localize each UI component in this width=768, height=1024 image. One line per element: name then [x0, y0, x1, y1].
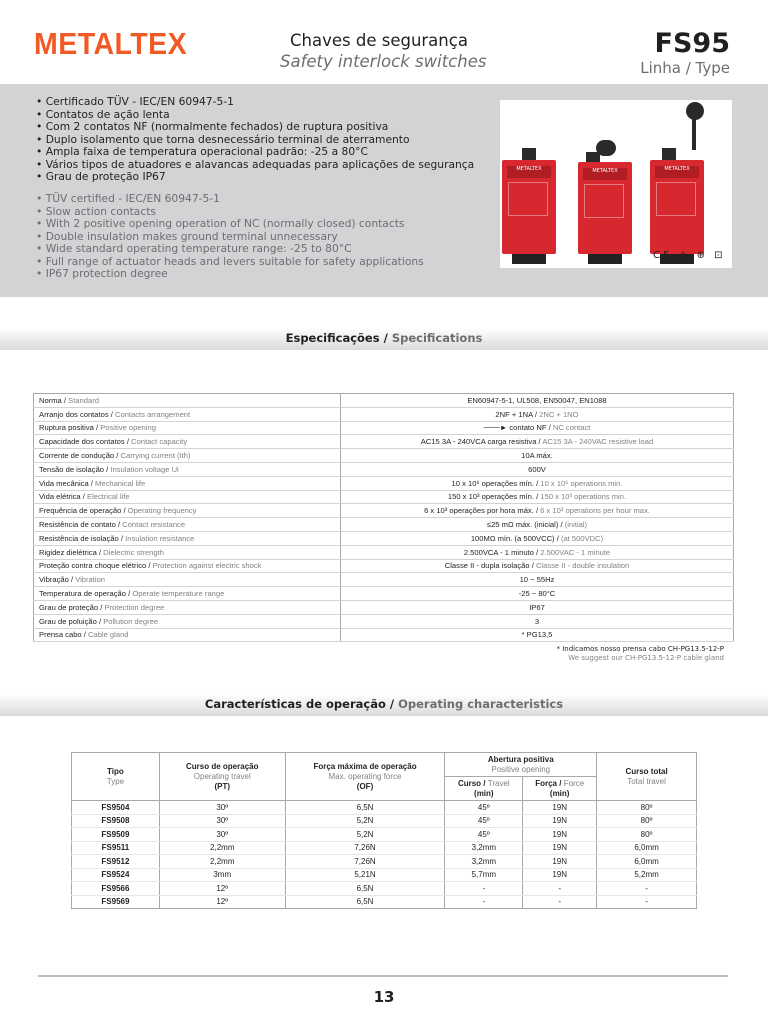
- spec-value: ≤25 mΩ máx. (inicial) / (initial): [341, 518, 734, 532]
- spec-label: Temperatura de operação / Operate temperature range: [34, 587, 341, 601]
- ops-cell: -: [523, 882, 597, 896]
- safety-switch: [578, 162, 632, 254]
- spec-label: Resistência de contato / Contact resistance: [34, 518, 341, 532]
- spec-row: [34, 518, 734, 532]
- ops-cell: -: [523, 895, 597, 909]
- feature-pt: • Vários tipos de atuadores e alavancas adequadas para aplicações de segurança: [36, 159, 474, 172]
- spec-row: [34, 573, 734, 587]
- spec-value: -25 ~ 80°C: [341, 587, 734, 601]
- spec-value: 150 x 10³ operações mín. / 150 x 10³ operations min.: [341, 490, 734, 504]
- spec-label: Tensão de isolação / Insulation voltage Ui: [34, 462, 341, 476]
- ops-cell: -: [597, 895, 697, 909]
- ops-row: [72, 882, 697, 896]
- safety-switch: [502, 160, 556, 254]
- ops-cell: 7,26N: [285, 841, 445, 855]
- spec-value: ───► contato NF / NC contact: [341, 421, 734, 435]
- ops-cell: 30º: [159, 814, 285, 828]
- spec-label: Arranjo dos contatos / Contacts arrangement: [34, 407, 341, 421]
- ops-row: [72, 895, 697, 909]
- title-en: Safety interlock switches: [280, 52, 487, 71]
- spec-value: 6 x 10³ operações por hora máx. / 6 x 10³ operations per hour max.: [341, 504, 734, 518]
- spec-value: 10 ~ 55Hz: [341, 573, 734, 587]
- ops-cell: 5,7mm: [445, 868, 523, 882]
- spec-row: [34, 462, 734, 476]
- spec-value: 600V: [341, 462, 734, 476]
- spec-value: Classe II - dupla isolação / Classe II - double insulation: [341, 559, 734, 573]
- spec-row: [34, 531, 734, 545]
- ops-row: [72, 801, 697, 815]
- feature-en: • TÜV certified - IEC/EN 60947-5-1: [36, 193, 424, 206]
- spec-value: IP67: [341, 600, 734, 614]
- ops-cell: 2,2mm: [159, 855, 285, 869]
- spec-row: [34, 435, 734, 449]
- actuator-head: [522, 148, 536, 160]
- switch-gland: [588, 254, 622, 264]
- col-type: Tipo Type: [72, 753, 160, 801]
- ops-cell: FS9509: [72, 828, 160, 842]
- ops-cell: 80º: [597, 814, 697, 828]
- ops-cell: FS9569: [72, 895, 160, 909]
- ops-cell: 19N: [523, 828, 597, 842]
- feature-pt: • Com 2 contatos NF (normalmente fechados) de ruptura positiva: [36, 121, 474, 134]
- ops-cell: FS9504: [72, 801, 160, 815]
- spec-row: [34, 449, 734, 463]
- ops-cell: 5,2N: [285, 828, 445, 842]
- spec-value: 10 x 10⁶ operações mín. / 10 x 10⁶ operations min.: [341, 476, 734, 490]
- ops-cell: 3,2mm: [445, 855, 523, 869]
- col-positive-opening: Abertura positiva Positive opening: [445, 753, 597, 777]
- spec-value: AC15 3A - 240VCA carga resistiva / AC15 3A - 240VAC resistive load: [341, 435, 734, 449]
- feature-en: • IP67 protection degree: [36, 268, 424, 281]
- ops-cell: 6,5N: [285, 801, 445, 815]
- cable-gland-note: [557, 645, 725, 663]
- ops-cell: 3mm: [159, 868, 285, 882]
- feature-pt: • Duplo isolamento que torna desnecessário terminal de aterramento: [36, 134, 474, 147]
- feature-en: • Wide standard operating temperature range: -25 to 80°C: [36, 243, 424, 256]
- ops-cell: 12º: [159, 882, 285, 896]
- spec-label: Ruptura positiva / Positive opening: [34, 421, 341, 435]
- spec-label: Vida elétrica / Electrical life: [34, 490, 341, 504]
- feature-pt: • Certificado TÜV - IEC/EN 60947-5-1: [36, 96, 474, 109]
- feature-en: • Full range of actuator heads and levers suitable for safety applications: [36, 256, 424, 269]
- switch-label: METALTEX: [583, 168, 627, 180]
- ops-cell: 3,2mm: [445, 841, 523, 855]
- spec-row: [34, 476, 734, 490]
- features-pt-list: [36, 96, 474, 184]
- switch-plate: [584, 184, 624, 218]
- ops-cell: FS9511: [72, 841, 160, 855]
- ops-cell: 19N: [523, 868, 597, 882]
- specifications-table: [33, 393, 734, 642]
- title-pt: Chaves de segurança: [290, 31, 468, 50]
- ops-row: [72, 855, 697, 869]
- ops-cell: FS9524: [72, 868, 160, 882]
- ops-cell: 45º: [445, 801, 523, 815]
- spec-row: [34, 490, 734, 504]
- ops-row: [72, 841, 697, 855]
- operating-characteristics-table: [71, 752, 697, 909]
- ops-cell: 19N: [523, 814, 597, 828]
- ops-cell: 19N: [523, 855, 597, 869]
- ops-cell: 2,2mm: [159, 841, 285, 855]
- col-pos-force: Força / Force (min): [523, 777, 597, 801]
- spec-value: 100MΩ mín. (a 500VCC) / (at 500VDC): [341, 531, 734, 545]
- ops-cell: 30º: [159, 801, 285, 815]
- switch-label: METALTEX: [655, 166, 699, 178]
- note-pt: * Indicamos nosso prensa cabo CH-PG13.5-12-P: [556, 645, 724, 653]
- switch-gland: [512, 254, 546, 264]
- feature-pt: • Grau de proteção IP67: [36, 171, 474, 184]
- lever-arm: [692, 116, 696, 150]
- feature-pt: • Ampla faixa de temperatura operacional padrão: -25 a 80°C: [36, 146, 474, 159]
- page-number: 13: [373, 988, 395, 1006]
- spec-label: Vibração / Vibration: [34, 573, 341, 587]
- ops-row: [72, 828, 697, 842]
- ops-row: [72, 868, 697, 882]
- spec-label: Corrente de condução / Carrying current (Ith): [34, 449, 341, 463]
- spec-row: [34, 559, 734, 573]
- ops-cell: -: [597, 882, 697, 896]
- spec-value: EN60947-5-1, UL508, EN50047, EN1088: [341, 394, 734, 408]
- ops-section-title: Características de operação / Operating characteristics: [204, 697, 564, 711]
- ops-cell: 6,0mm: [597, 855, 697, 869]
- footer-rule: [38, 975, 728, 977]
- spec-row: [34, 394, 734, 408]
- features-en-list: [36, 193, 424, 281]
- ops-cell: 6,5N: [285, 882, 445, 896]
- ops-cell: FS9508: [72, 814, 160, 828]
- ops-cell: -: [445, 882, 523, 896]
- ops-cell: FS9512: [72, 855, 160, 869]
- ops-cell: 7,26N: [285, 855, 445, 869]
- spec-row: [34, 587, 734, 601]
- ops-cell: 12º: [159, 895, 285, 909]
- spec-row: [34, 504, 734, 518]
- spec-label: Frequência de operação / Operating frequency: [34, 504, 341, 518]
- spec-label: Capacidade dos contatos / Contact capacity: [34, 435, 341, 449]
- switch-label: METALTEX: [507, 166, 551, 178]
- spec-value: 10A máx.: [341, 449, 734, 463]
- ops-cell: 30º: [159, 828, 285, 842]
- spec-value: 2NF + 1NA / 2NC + 1NO: [341, 407, 734, 421]
- ops-cell: 6,5N: [285, 895, 445, 909]
- spec-label: Norma / Standard: [34, 394, 341, 408]
- spec-label: Resistência de isolação / Insulation resistance: [34, 531, 341, 545]
- spec-label: Prensa cabo / Cable gland: [34, 628, 341, 642]
- col-operating-force: Força máxima de operação Max. operating force (OF): [285, 753, 445, 801]
- feature-pt: • Contatos de ação lenta: [36, 109, 474, 122]
- safety-switch: [650, 160, 704, 254]
- col-total-travel: Curso total Total travel: [597, 753, 697, 801]
- model-code: FS95: [654, 28, 730, 59]
- spec-value: 3: [341, 614, 734, 628]
- col-pos-travel: Curso / Travel (min): [445, 777, 523, 801]
- spec-label: Proteção contra choque elétrico / Protection against electric shock: [34, 559, 341, 573]
- ops-cell: 5,21N: [285, 868, 445, 882]
- switch-plate: [656, 182, 696, 216]
- ops-cell: 6,0mm: [597, 841, 697, 855]
- line-type-label: Linha / Type: [640, 59, 730, 77]
- spec-row: [34, 628, 734, 642]
- note-en: We suggest our CH-PG13.5-12-P cable gland: [568, 654, 724, 662]
- spec-label: Grau de poluição / Pollution degree: [34, 614, 341, 628]
- ops-cell: FS9566: [72, 882, 160, 896]
- ops-cell: 45º: [445, 828, 523, 842]
- specs-section-title: Especificações / Specifications: [285, 331, 483, 345]
- certification-marks: CE ⚠ ⊕ ⊡: [653, 250, 726, 261]
- feature-en: • With 2 positive opening operation of NC (normally closed) contacts: [36, 218, 424, 231]
- spec-label: Rigidez dielétrica / Dielectric strength: [34, 545, 341, 559]
- product-photo: [500, 100, 732, 268]
- spec-value: 2.500VCA - 1 minuto / 2.500VAC - 1 minute: [341, 545, 734, 559]
- ops-row: [72, 814, 697, 828]
- spec-label: Vida mecânica / Mechanical life: [34, 476, 341, 490]
- ops-cell: 19N: [523, 801, 597, 815]
- feature-en: • Double insulation makes ground terminal unnecessary: [36, 231, 424, 244]
- ops-cell: 80º: [597, 828, 697, 842]
- ops-cell: 19N: [523, 841, 597, 855]
- ops-cell: 45º: [445, 814, 523, 828]
- col-operating-travel: Curso de operação Operating travel (PT): [159, 753, 285, 801]
- spec-label: Grau de proteção / Protection degree: [34, 600, 341, 614]
- actuator-head: [662, 148, 676, 160]
- switch-plate: [508, 182, 548, 216]
- spec-value: * PG13,5: [341, 628, 734, 642]
- spec-row: [34, 545, 734, 559]
- spec-row: [34, 600, 734, 614]
- feature-en: • Slow action contacts: [36, 206, 424, 219]
- ops-cell: 80º: [597, 801, 697, 815]
- ops-cell: 5,2mm: [597, 868, 697, 882]
- spec-row: [34, 614, 734, 628]
- spec-row: [34, 407, 734, 421]
- spec-row: [34, 421, 734, 435]
- ops-cell: 5,2N: [285, 814, 445, 828]
- metaltex-logo: METALTEX: [34, 26, 188, 61]
- ops-cell: -: [445, 895, 523, 909]
